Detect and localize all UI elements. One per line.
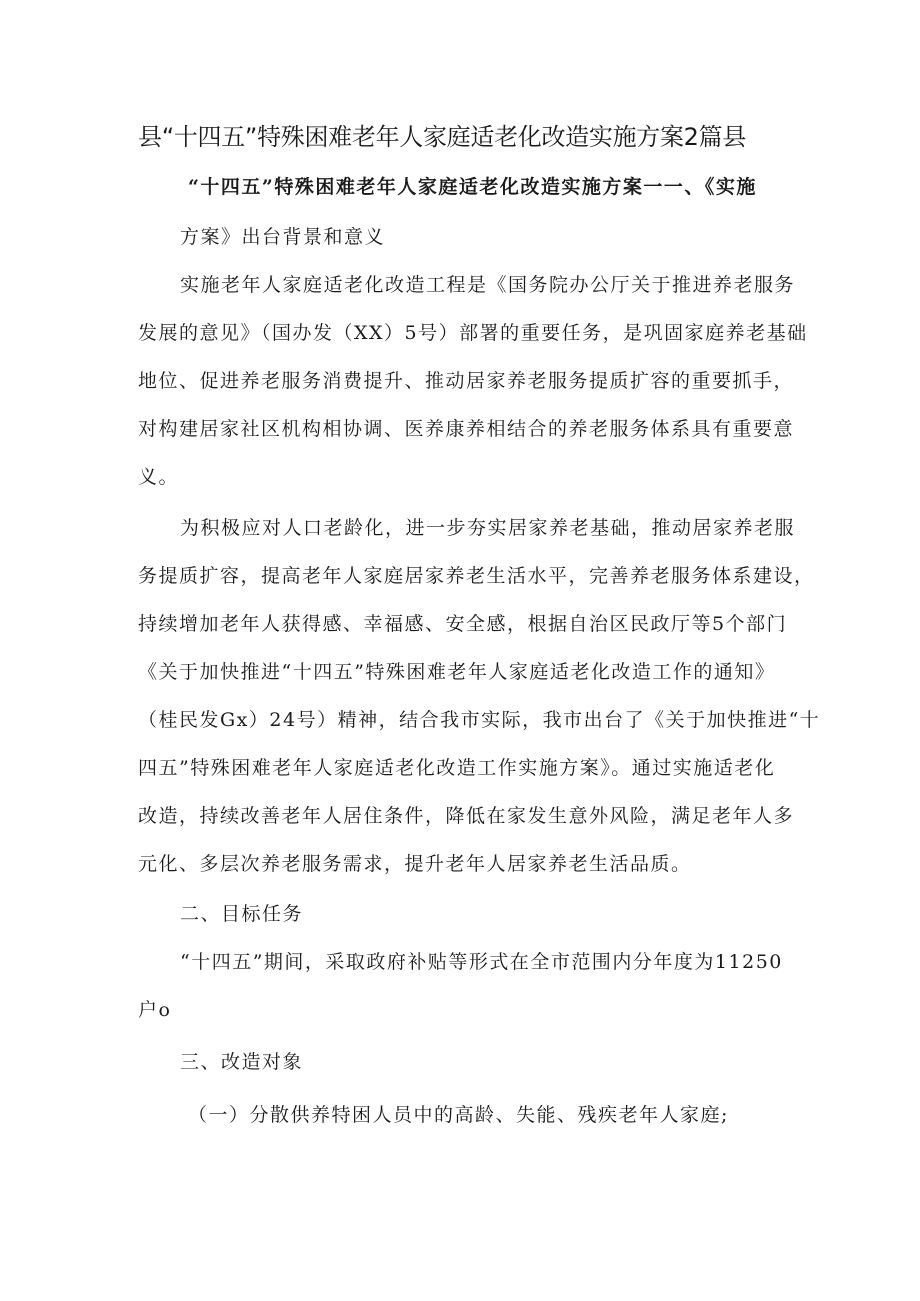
paragraph-line: 发展的意见》（国办发（XX）5号）部署的重要任务，是巩固家庭养老基础 [138,322,808,344]
subtitle-line: 方案》出台背景和意义 [180,226,386,248]
paragraph-line: 实施老年人家庭适老化改造工程是《国务院办公厅关于推进养老服务 [180,274,796,296]
subtitle-line: “十四五”特殊困难老年人家庭适老化改造实施方案一一、《实施 [188,176,757,198]
paragraph-line: （桂民发Gx）24号）精神，结合我市实际，我市出台了《关于加快推进“十 [138,709,821,731]
paragraph-line: 务提质扩容，提高老年人家庭居家养老生活水平，完善养老服务体系建设， [138,565,815,587]
paragraph-line: 元化、多层次养老服务需求，提升老年人居家养老生活品质。 [138,853,692,875]
paragraph-line: 义。 [138,466,180,488]
paragraph-line: 对构建居家社区机构相协调、医养康养相结合的养老服务体系具有重要意 [138,418,795,440]
section-heading: 二、目标任务 [180,903,304,925]
paragraph-line: 持续增加老年人获得感、幸福感、安全感，根据自治区民政厅等5个部门 [138,613,788,635]
paragraph-line: 四五”特殊困难老年人家庭适老化改造工作实施方案》。通过实施适老化 [138,757,776,779]
list-item: （一）分散供养特困人员中的高龄、失能、残疾老年人家庭; [188,1104,729,1126]
document-title: 县“十四五”特殊困难老年人家庭适老化改造实施方案2篇县 [138,123,747,151]
paragraph-line: 地位、促进养老服务消费提升、推动居家养老服务提质扩容的重要抓手， [138,370,795,392]
paragraph-line: 为积极应对人口老龄化，进一步夯实居家养老基础，推动居家养老服 [180,517,796,539]
paragraph-line: “十四五”期间，采取政府补贴等形式在全市范围内分年度为11250 [180,951,783,973]
section-heading: 三、改造对象 [180,1051,304,1073]
paragraph-line: 改造，持续改善老年人居住条件，降低在家发生意外风险，满足老年人多 [138,805,795,827]
paragraph-line: 《关于加快推进“十四五”特殊困难老年人家庭适老化改造工作的通知》 [138,661,776,683]
paragraph-line: 户o [138,999,172,1021]
